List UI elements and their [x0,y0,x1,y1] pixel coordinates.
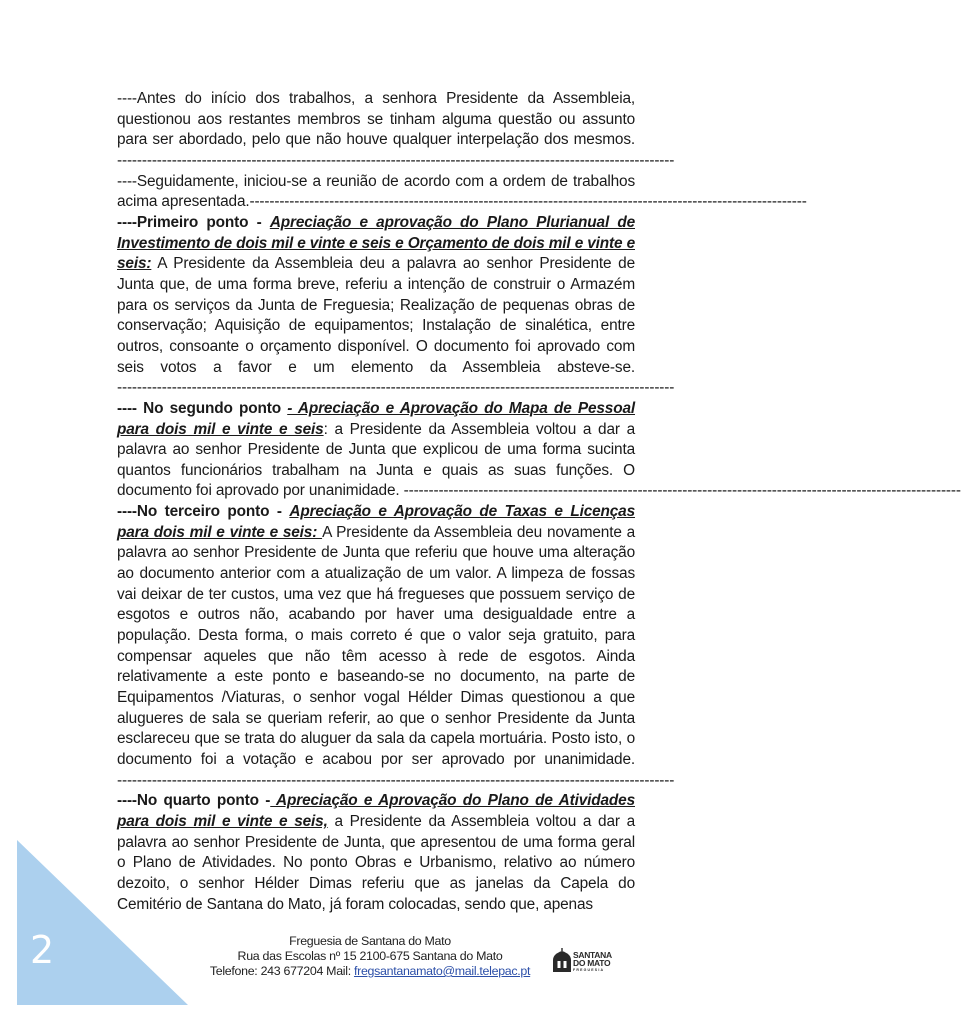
point-lead: ---- No segundo ponto [117,399,288,417]
paragraph-point-3 [117,502,675,791]
point-lead: ----Primeiro ponto - [117,213,270,231]
footer-contact [190,964,550,979]
logo-line-2: DO MATO [573,958,611,968]
footer-phone: Telefone: 243 677204 Mail: [209,964,354,978]
logo-wordmark [573,951,612,973]
page-number: 2 [30,928,55,972]
paragraph-text: ----Antes do início dos trabalhos, a senhora Presidente da Assembleia, questionou aos restantes membros se tinham alguma questão ou assunto para ser abordado, pelo que não houve qualquer interpelação dos mesmos. [117,90,635,149]
footer-email-link[interactable]: fregsantanamato@mail.telepac.pt [353,964,531,978]
paragraph-opening [117,89,675,172]
dash-filler: ---------------------------------------------------------------------------------------------------------------- [117,151,675,169]
dash-filler: ---------------------------------------------------------------------------------------------------------------- [117,771,675,789]
point-body: A Presidente da Assembleia deu a palavra ao senhor Presidente de Junta que, de uma forma breve, referiu a intenção de construir o Armazém para os serviços da Junta de Freguesia; Realização de pequenas obras de conservação; Aquisição de equipamentos; Instalação de sinalética, entre outros, consoante o orçamento disponível. O documento foi aprovado com seis votos a favor e um elemento da Assembleia absteve-se. [117,255,635,376]
dash-filler: ---------------------------------------------------------------------------------------------------------------- [249,193,807,211]
point-lead: ----No terceiro ponto - [117,503,290,521]
paragraph-point-4 [117,791,635,915]
point-topic: Apreciação e Aprovação de Taxas e Licenças para dois mil e vinte e seis: [117,503,635,541]
parish-logo [553,948,623,980]
chapel-icon [553,948,571,972]
footer-address: Rua das Escolas nº 15 2100-675 Santana do Mato [237,949,503,963]
paragraph-point-1 [117,213,675,399]
paragraph-point-2 [117,399,961,502]
dash-filler: ---------------------------------------------------------------------------------------------------------------- [117,379,675,397]
point-lead: ----No quarto ponto - [117,792,271,810]
footer-organization: Freguesia de Santana do Mato [289,934,451,948]
logo-line-1: SANTANA [573,950,612,960]
point-body: : a Presidente da Assembleia voltou a dar a palavra ao senhor Presidente de Junta que explicou de uma forma sucinta quantos funcionários trabalham na Junta e quais as suas funções. O documento foi aprovado por unanimidade. [117,420,635,500]
logo-line-3: FREGUESIA [573,968,605,972]
paragraph-text: ----Seguidamente, iniciou-se a reunião de acordo com a ordem de trabalhos acima apresentada. [117,172,635,211]
point-topic: - Apreciação e Aprovação do Mapa de Pessoal para dois mil e vinte e seis [117,399,635,438]
page-footer [190,934,550,979]
document-body [117,89,961,915]
paragraph-agenda [117,172,807,213]
point-body: A Presidente da Assembleia deu novamente a palavra ao senhor Presidente de Junta que referiu que houve uma alteração ao documento anterior com a atualização de um valor. A limpeza de fossas vai deixar de ter custos, uma vez que há fregueses que possuem serviço de esgotos e outros não, acabando por haver uma desigualdade entre a população. Desta forma, o mais correto é que o valor seja gratuito, para compensar aqueles que não têm acesso à rede de esgotos. Ainda relativamente a este ponto e baseando-se no documento, na parte de Equipamentos /Viaturas, o senhor vogal Hélder Dimas questionou a que alugueres de sala se queriam referir, ao que o senhor Presidente da Junta esclareceu que se trata do aluguer da sala da capela mortuária. Posto isto, o documento foi a votação e acabou por ser aprovado por unanimidade. [117,523,636,768]
dash-filler: ---------------------------------------------------------------------------------------------------------------- [403,482,961,500]
point-topic: Apreciação e aprovação do Plano Plurianual de Investimento de dois mil e vinte e seis e Orçamento de dois mil e vinte e seis: [117,213,635,273]
point-topic: Apreciação e Aprovação do Plano de Atividades para dois mil e vinte e seis, [117,792,635,830]
point-body: a Presidente da Assembleia voltou a dar a palavra ao senhor Presidente de Junta, que apresentou de uma forma geral o Plano de Atividades. No ponto Obras e Urbanismo, relativo ao número dezoito, o senhor Hélder Dimas referiu que as janelas da Capela do Cemitério de Santana do Mato, já foram colocadas, sendo que, apenas [117,812,635,913]
